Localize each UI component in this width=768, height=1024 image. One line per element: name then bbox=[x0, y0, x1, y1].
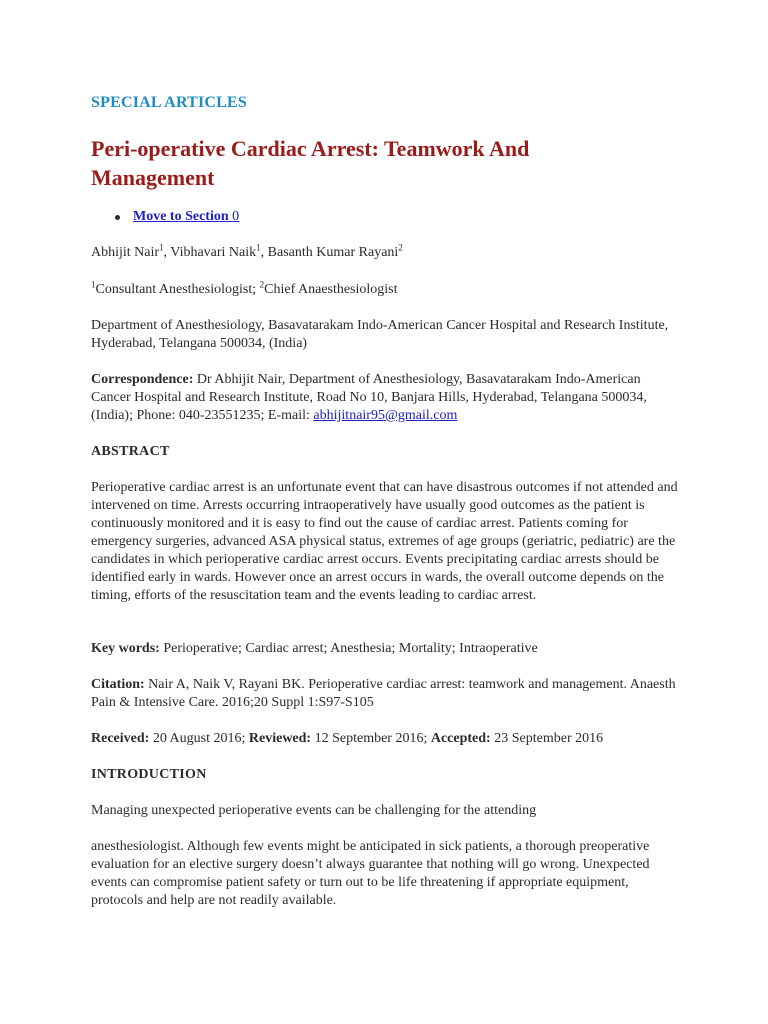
accepted-label: Accepted: bbox=[430, 731, 491, 746]
keywords-label: Key words: bbox=[91, 641, 160, 656]
citation-text: Nair A, Naik V, Rayani BK. Perioperative cardiac arrest: teamwork and management. Anaesth Pain & Intensive Care. 2016;20 Suppl 1:S97-S105 bbox=[91, 677, 676, 710]
section-label: SPECIAL ARTICLES bbox=[91, 94, 248, 111]
author-list bbox=[91, 244, 681, 262]
role-text: Consultant Anesthesiologist; bbox=[95, 282, 260, 297]
citation bbox=[91, 676, 681, 712]
role-mark: 2 bbox=[259, 279, 265, 290]
move-to-section-number: 0 bbox=[232, 209, 240, 224]
author-affiliation-mark: 2 bbox=[398, 242, 403, 253]
move-to-section-link[interactable] bbox=[133, 208, 239, 226]
role-text: Chief Anaesthesiologist bbox=[264, 282, 398, 297]
author-separator: , bbox=[163, 245, 171, 260]
role-mark: 1 bbox=[91, 279, 96, 290]
correspondence bbox=[91, 371, 681, 425]
correspondence-text: Dr Abhijit Nair, Department of Anesthesiology, Basavatarakam Indo-American Cancer Hospital and Research Institute, Road No 10, Banjara Hills, Hyderabad, Telangana 500034, (India); Phone: 040-23551235; E-mail: bbox=[91, 372, 647, 423]
keywords bbox=[91, 640, 681, 658]
abstract-heading: ABSTRACT bbox=[91, 444, 170, 459]
author-separator: , bbox=[260, 245, 268, 260]
keywords-text: Perioperative; Cardiac arrest; Anesthesia; Mortality; Intraoperative bbox=[159, 641, 538, 656]
reviewed-label: Reviewed: bbox=[248, 731, 312, 746]
article-dates bbox=[91, 730, 681, 748]
author-name: Abhijit Nair bbox=[91, 245, 160, 260]
introduction-paragraph-1: Managing unexpected perioperative events can be challenging for the attending bbox=[91, 803, 537, 818]
author-affiliation-mark: 1 bbox=[256, 242, 261, 253]
author-roles bbox=[91, 281, 681, 299]
correspondence-label: Correspondence: bbox=[91, 372, 194, 387]
email-link[interactable]: abhijitnair95@gmail.com bbox=[313, 408, 458, 423]
author-name: Basanth Kumar Rayani bbox=[267, 245, 399, 260]
accepted-date: 23 September 2016 bbox=[490, 731, 604, 746]
received-date: 20 August 2016; bbox=[149, 731, 249, 746]
department-affiliation: Department of Anesthesiology, Basavatarakam Indo-American Cancer Hospital and Research Institute, Hyderabad, Telangana 500034, (India) bbox=[91, 318, 669, 351]
article-title: Peri-operative Cardiac Arrest: Teamwork And Management bbox=[91, 136, 530, 190]
author-affiliation-mark: 1 bbox=[159, 242, 164, 253]
author-name: Vibhavari Naik bbox=[170, 245, 257, 260]
citation-label: Citation: bbox=[91, 677, 145, 692]
received-label: Received: bbox=[91, 731, 150, 746]
reviewed-date: 12 September 2016; bbox=[311, 731, 431, 746]
introduction-heading: INTRODUCTION bbox=[91, 767, 207, 782]
section-nav bbox=[91, 208, 239, 226]
bullet-icon bbox=[115, 215, 120, 220]
abstract-text: Perioperative cardiac arrest is an unfortunate event that can have disastrous outcomes if not attended and intervened on time. Arrests occurring intraoperatively have usually good outcomes as the patient is continuously monitored and it is easy to find out the cause of cardiac arrest. Patients coming for emergency surgeries, advanced ASA physical status, extremes of age groups (geriatric, pediatric) are the candidates in which perioperative cardiac arrest occurs. Events precipitating cardiac arrests should be identified early in wards. However once an arrest occurs in wards, the overall outcome depends on the timing, efforts of the resuscitation team and the events leading to cardiac arrest. bbox=[91, 480, 678, 603]
section-nav-item bbox=[91, 208, 239, 226]
introduction-paragraph-2: anesthesiologist. Although few events might be anticipated in sick patients, a thorough preoperative evaluation for an elective surgery doesn’t always guarantee that nothing will go wrong. Unexpected events can compromise patient safety or turn out to be life threatening if appropriate equipment, protocols and help are not readily available. bbox=[91, 839, 650, 908]
move-to-section-label: Move to Section bbox=[133, 209, 233, 224]
